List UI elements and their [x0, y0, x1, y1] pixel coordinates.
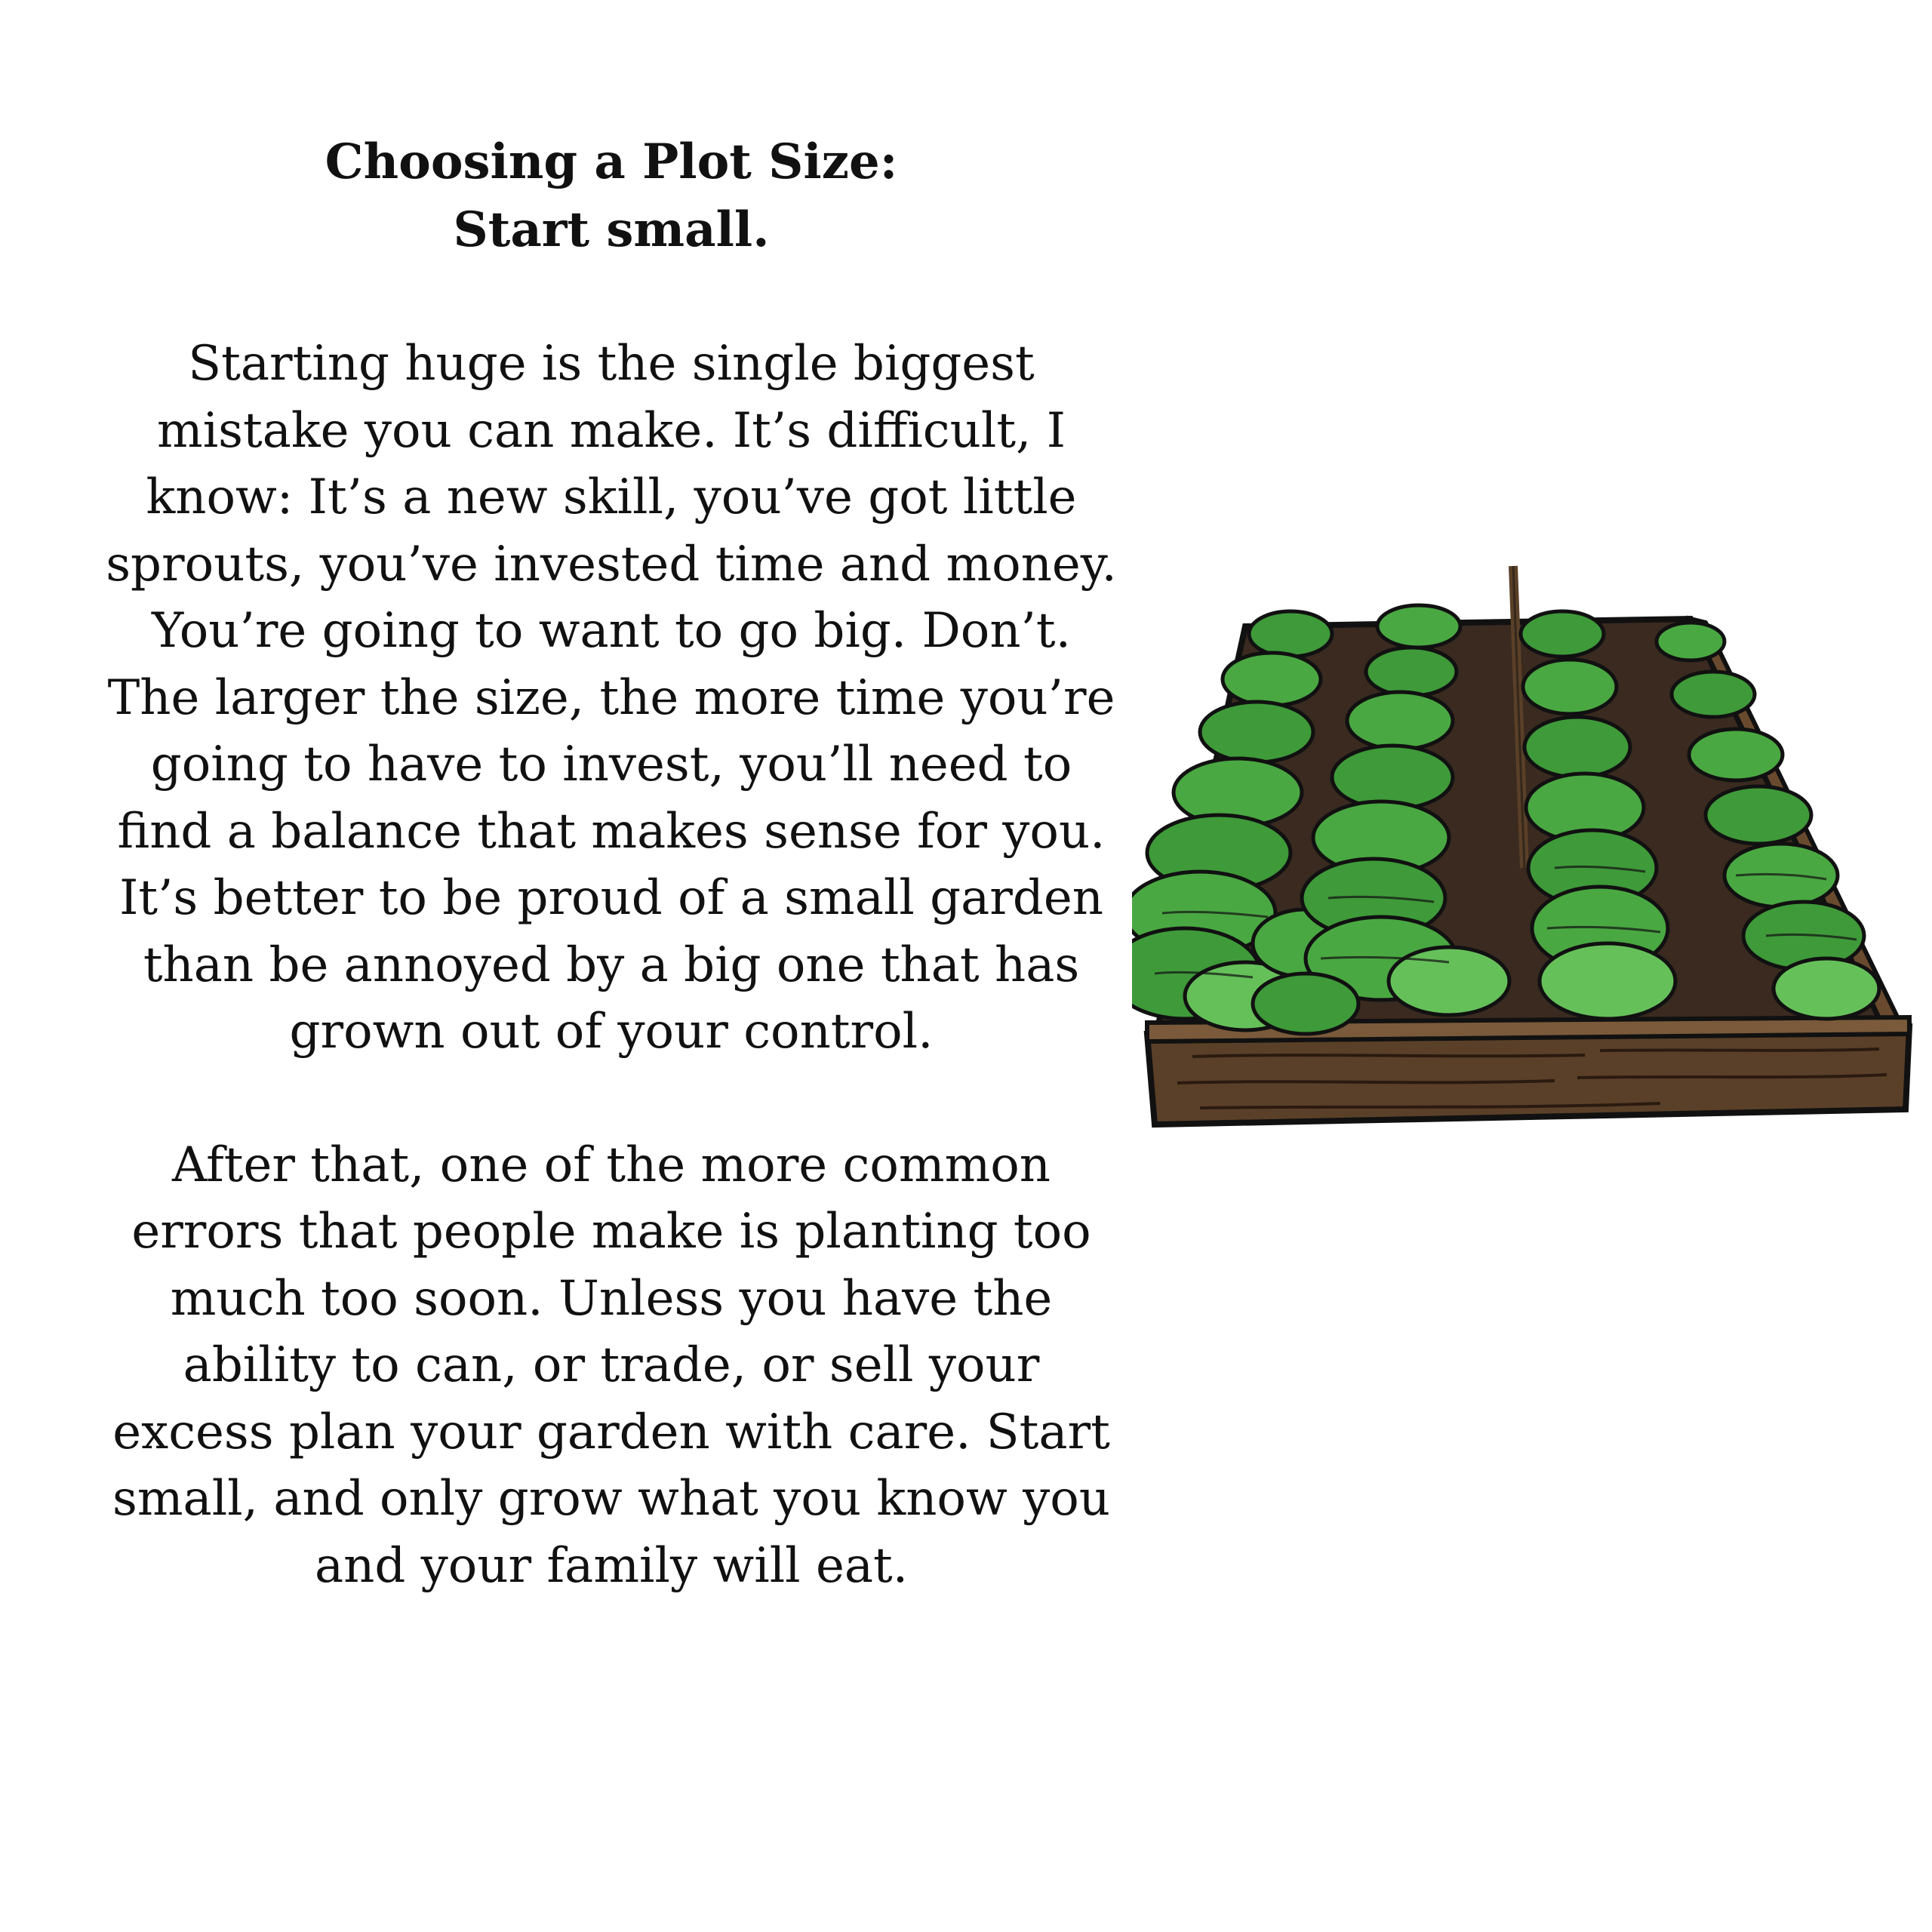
text-column	[106, 128, 1117, 1599]
raised-garden-bed-icon	[1132, 551, 1924, 1155]
heading-line-1: Choosing a Plot Size:	[325, 134, 898, 190]
heading-line-2: Start small.	[453, 202, 770, 258]
paragraph-2: After that, one of the more common errors that people make is planting too much too soon. Unless you have the ability to can, or trade, or sell your excess plan your garden with care. Start small, and only grow what you know you and your family will eat.	[112, 1137, 1110, 1594]
paragraph-1: Starting huge is the single biggest mistake you can make. It’s difficult, I know: It’s a new skill, you’ve got little sprouts, you’ve invested time and money. You’re going to want to go big. Don’t. The larger the size, the more time you’re going to have to invest, you’ll need to find a balance that makes sense for you. It’s better to be proud of a small garden than be annoyed by a big one that has grown out of your control.	[106, 336, 1117, 1060]
page-heading	[106, 128, 1117, 264]
